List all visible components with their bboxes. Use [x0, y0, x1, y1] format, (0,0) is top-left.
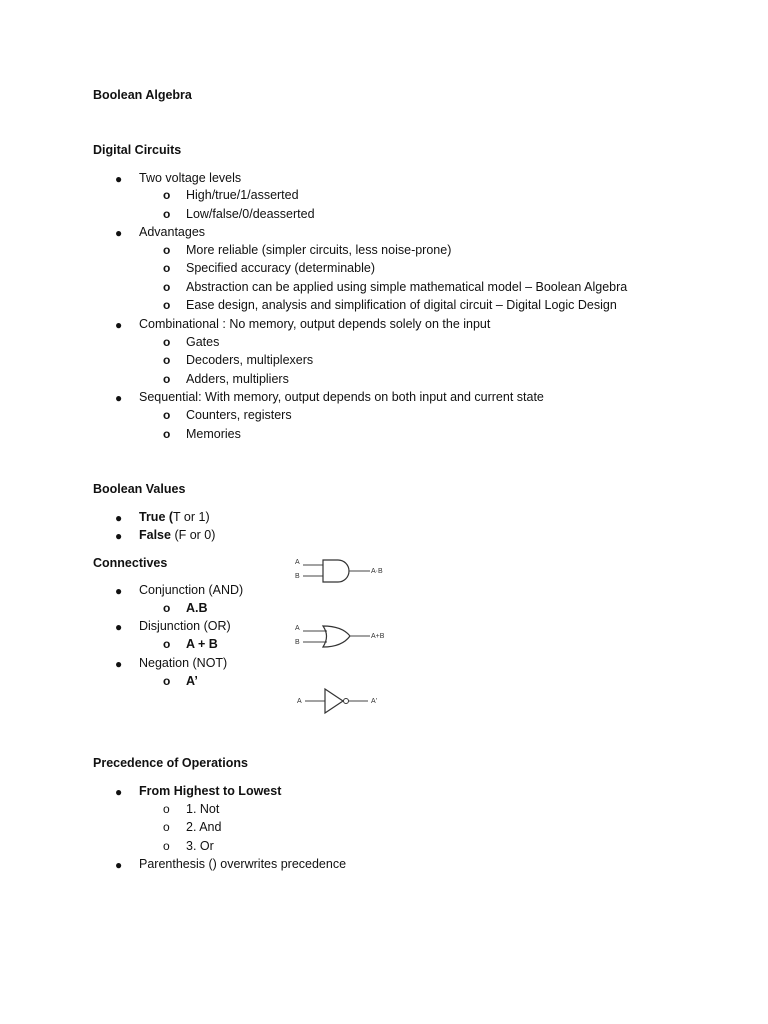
true-label: True (	[139, 510, 174, 524]
bullet-icon: ●	[115, 226, 123, 240]
logic-gates-diagram	[290, 552, 400, 722]
sub-list-item: Low/false/0/deasserted	[186, 207, 315, 221]
sub-list-item: Gates	[186, 335, 220, 349]
bullet-icon: ●	[115, 858, 123, 872]
bullet-icon: ●	[115, 785, 123, 799]
sub-bullet-icon: o	[163, 243, 171, 257]
list-item: Disjunction (OR)	[139, 619, 231, 633]
list-item: Combinational : No memory, output depends solely on the input	[139, 317, 491, 331]
sub-list-item: Decoders, multiplexers	[186, 353, 314, 367]
list-item: Conjunction (AND)	[139, 583, 244, 597]
section-heading-boolean-values: Boolean Values	[93, 482, 186, 496]
sub-list-item: Abstraction can be applied using simple mathematical model – Boolean Algebra	[186, 280, 628, 294]
sub-bullet-icon: o	[163, 802, 170, 816]
list-item: Two voltage levels	[139, 171, 242, 185]
and-input-a: A	[295, 559, 300, 566]
sub-list-item: Memories	[186, 427, 241, 441]
and-gate-icon	[295, 559, 383, 582]
not-input: A	[297, 698, 302, 705]
list-item: Sequential: With memory, output depends on both input and current state	[139, 390, 544, 404]
sub-bullet-icon: o	[163, 839, 170, 853]
not-output: A'	[371, 698, 378, 705]
sub-list-item: 1. Not	[186, 802, 220, 816]
sub-list-item: A’	[186, 674, 198, 688]
bullet-icon: ●	[115, 172, 123, 186]
sub-bullet-icon: o	[163, 261, 171, 275]
list-item: Parenthesis () overwrites precedence	[139, 857, 347, 871]
section-heading-connectives: Connectives	[93, 556, 168, 570]
sub-bullet-icon: o	[163, 372, 171, 386]
bullet-icon: ●	[115, 584, 123, 598]
or-output: A+B	[371, 633, 385, 640]
list-item: Negation (NOT)	[139, 656, 228, 670]
false-detail: (F or 0)	[170, 528, 216, 542]
sub-list-item: A.B	[186, 601, 208, 615]
sub-bullet-icon: o	[163, 188, 171, 202]
not-gate-icon	[297, 689, 377, 713]
sub-list-item: 3. Or	[186, 839, 214, 853]
sub-list-item: More reliable (simpler circuits, less noise-prone)	[186, 243, 452, 257]
or-input-b: B	[295, 639, 300, 646]
section-heading-precedence: Precedence of Operations	[93, 756, 248, 770]
sub-list-item: 2. And	[186, 820, 222, 834]
list-item-true	[139, 510, 210, 524]
sub-bullet-icon: o	[163, 637, 171, 651]
bullet-icon: ●	[115, 620, 123, 634]
true-detail: T or 1)	[173, 510, 210, 524]
bullet-icon: ●	[115, 657, 123, 671]
list-item: Advantages	[139, 225, 206, 239]
sub-list-item: A + B	[186, 637, 218, 651]
section-heading-digital-circuits: Digital Circuits	[93, 143, 182, 157]
sub-bullet-icon: o	[163, 427, 171, 441]
and-input-b: B	[295, 573, 300, 580]
sub-bullet-icon: o	[163, 280, 171, 294]
sub-bullet-icon: o	[163, 298, 171, 312]
bullet-icon: ●	[115, 391, 123, 405]
and-output: A·B	[371, 568, 383, 575]
sub-list-item: Specified accuracy (determinable)	[186, 261, 375, 275]
bullet-icon: ●	[115, 529, 123, 543]
sub-bullet-icon: o	[163, 674, 171, 688]
sub-bullet-icon: o	[163, 353, 171, 367]
sub-list-item: High/true/1/asserted	[186, 188, 299, 202]
bullet-icon: ●	[115, 318, 123, 332]
sub-list-item: Ease design, analysis and simplification of digital circuit – Digital Logic Design	[186, 298, 617, 312]
list-item: From Highest to Lowest	[139, 784, 282, 798]
sub-list-item: Counters, registers	[186, 408, 292, 422]
sub-bullet-icon: o	[163, 335, 171, 349]
false-label: False	[139, 528, 171, 542]
page-title: Boolean Algebra	[93, 88, 192, 102]
sub-bullet-icon: o	[163, 820, 170, 834]
or-gate-icon	[295, 625, 385, 647]
sub-bullet-icon: o	[163, 207, 171, 221]
sub-bullet-icon: o	[163, 601, 171, 615]
list-item-false	[139, 528, 215, 542]
bullet-icon: ●	[115, 511, 123, 525]
or-input-a: A	[295, 625, 300, 632]
sub-list-item: Adders, multipliers	[186, 372, 289, 386]
sub-bullet-icon: o	[163, 408, 171, 422]
